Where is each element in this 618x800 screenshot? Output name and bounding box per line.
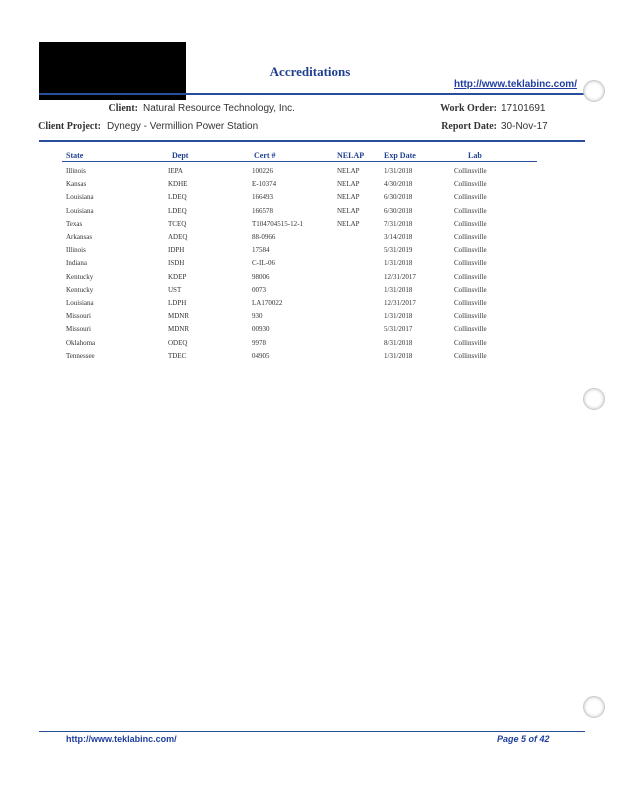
table-cell: Collinsville — [454, 272, 487, 281]
table-cell: 5/31/2017 — [384, 325, 413, 334]
table-cell: Illinois — [66, 167, 86, 175]
info-divider — [39, 140, 585, 142]
table-cell: 1/31/2018 — [384, 351, 413, 360]
table-cell: Collinsville — [454, 180, 487, 189]
table-cell: 04905 — [252, 351, 270, 360]
table-cell: TCEQ — [168, 219, 187, 228]
work-order-label: Work Order: — [440, 103, 497, 114]
table-cell: ADEQ — [168, 233, 188, 241]
table-cell: 6/30/2018 — [384, 193, 413, 202]
table-cell: 9978 — [252, 338, 266, 347]
table-cell: Collinsville — [454, 351, 487, 360]
table-cell: Tennessee — [66, 351, 95, 360]
table-cell: Collinsville — [454, 219, 487, 228]
binder-hole — [583, 80, 605, 102]
table-cell: 12/31/2017 — [384, 272, 416, 281]
table-cell: 3/14/2018 — [384, 233, 413, 241]
table-cell: Oklahoma — [66, 338, 96, 347]
table-cell: 17584 — [252, 246, 270, 255]
client-project-value: Dynegy - Vermillion Power Station — [107, 121, 259, 132]
table-cell: Collinsville — [454, 167, 487, 175]
table-cell: 5/31/2019 — [384, 246, 413, 255]
table-cell: Texas — [66, 219, 83, 228]
table-cell: Collinsville — [454, 233, 487, 241]
table-cell: UST — [168, 285, 182, 294]
page-title: Accreditations — [269, 64, 351, 79]
table-cell: Collinsville — [454, 193, 487, 202]
redacted-logo — [39, 42, 186, 100]
table-cell: Louisiana — [66, 299, 94, 307]
table-cell: Collinsville — [454, 312, 487, 321]
table-cell: 12/31/2017 — [384, 299, 416, 307]
table-cell: 00930 — [252, 325, 270, 334]
table-cell: Collinsville — [454, 285, 487, 294]
table-cell: 8/31/2018 — [384, 338, 413, 347]
column-header-cert: Cert # — [254, 151, 276, 160]
table-cell: Collinsville — [454, 299, 487, 307]
column-header-exp-date: Exp Date — [384, 151, 416, 160]
table-header-divider — [62, 161, 537, 162]
table-cell: ISDH — [168, 259, 185, 268]
table-cell: T104704515-12-1 — [252, 219, 303, 228]
work-order-value: 17101691 — [501, 103, 546, 114]
table-cell: ODEQ — [168, 338, 188, 347]
header-divider — [39, 93, 585, 95]
table-cell: C-IL-06 — [252, 259, 275, 268]
table-cell: 1/31/2018 — [384, 167, 413, 175]
table-cell: MDNR — [168, 325, 190, 334]
table-cell: Louisiana — [66, 193, 94, 202]
table-cell: IEPA — [168, 167, 183, 175]
client-value: Natural Resource Technology, Inc. — [143, 103, 295, 114]
binder-hole — [583, 388, 605, 410]
table-cell: KDHE — [168, 180, 188, 189]
table-cell: E-10374 — [252, 180, 277, 189]
table-cell: 88-0966 — [252, 233, 276, 241]
table-cell: 1/31/2018 — [384, 312, 413, 321]
table-cell: Kentucky — [66, 272, 94, 281]
table-cell: LDEQ — [168, 206, 187, 215]
column-header-state: State — [66, 151, 84, 160]
column-header-lab: Lab — [468, 151, 482, 160]
report-date-value: 30-Nov-17 — [501, 121, 548, 132]
table-cell: Indiana — [66, 259, 87, 268]
table-cell: 166578 — [252, 206, 273, 215]
column-header-dept: Dept — [172, 151, 189, 160]
table-cell: Collinsville — [454, 206, 487, 215]
table-cell: 1/31/2018 — [384, 285, 413, 294]
table-cell: 0073 — [252, 285, 266, 294]
table-cell: LDEQ — [168, 193, 187, 202]
table-cell: NELAP — [337, 180, 360, 189]
table-cell: LDPH — [168, 299, 187, 307]
table-cell: Kentucky — [66, 285, 94, 294]
header-url-link[interactable]: http://www.teklabinc.com/ — [454, 79, 577, 90]
table-cell: Collinsville — [454, 246, 487, 255]
table-cell: NELAP — [337, 219, 360, 228]
table-cell: Illinois — [66, 246, 86, 255]
table-cell: LA170022 — [252, 299, 283, 307]
table-cell: 1/31/2018 — [384, 259, 413, 268]
footer-url-link[interactable]: http://www.teklabinc.com/ — [66, 734, 177, 744]
table-cell: 930 — [252, 312, 263, 321]
table-cell: IDPH — [168, 246, 185, 255]
table-cell: TDEC — [168, 351, 187, 360]
table-cell: Collinsville — [454, 325, 487, 334]
table-cell: 100226 — [252, 167, 273, 175]
table-cell: Louisiana — [66, 206, 94, 215]
client-label: Client: — [108, 103, 138, 114]
table-cell: 4/30/2018 — [384, 180, 413, 189]
table-cell: Missouri — [66, 312, 91, 321]
table-cell: Collinsville — [454, 338, 487, 347]
table-cell: NELAP — [337, 193, 360, 202]
binder-hole — [583, 696, 605, 718]
table-cell: NELAP — [337, 167, 360, 175]
table-cell: MDNR — [168, 312, 190, 321]
table-cell: Missouri — [66, 325, 91, 334]
client-project-label: Client Project: — [38, 121, 101, 132]
table-cell: Arkansas — [66, 233, 93, 241]
column-header-nelap: NELAP — [337, 151, 365, 160]
report-date-label: Report Date: — [441, 121, 497, 132]
table-cell: 7/31/2018 — [384, 219, 413, 228]
table-cell: 166493 — [252, 193, 273, 202]
table-cell: 98006 — [252, 272, 270, 281]
table-cell: NELAP — [337, 206, 360, 215]
table-cell: KDEP — [168, 272, 187, 281]
page-number: Page 5 of 42 — [497, 734, 550, 744]
table-cell: 6/30/2018 — [384, 206, 413, 215]
table-cell: Kansas — [66, 180, 87, 189]
table-cell: Collinsville — [454, 259, 487, 268]
footer-divider — [39, 731, 585, 732]
